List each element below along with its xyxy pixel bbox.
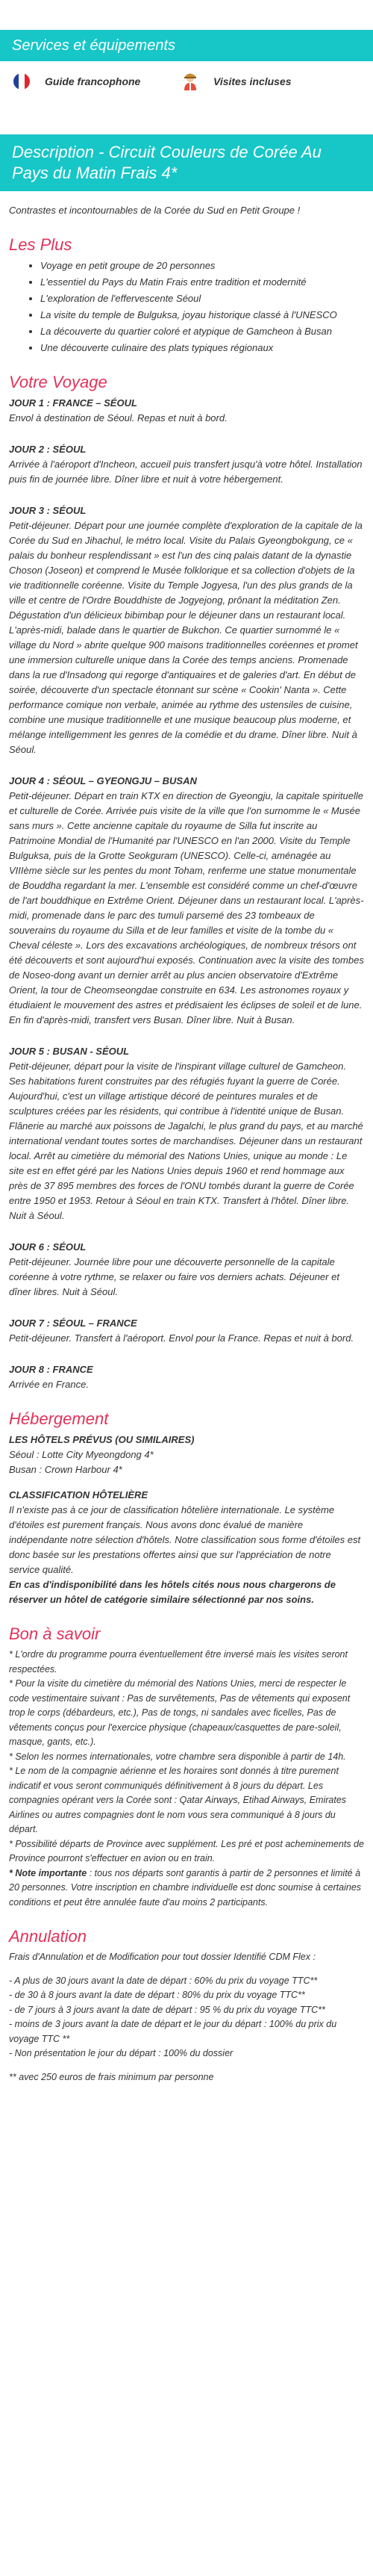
day-block: [9, 1362, 364, 1392]
annulation-line: - moins de 3 jours avant la date de départ et le jour du départ : 100% du prix du voyage TTC **: [9, 2019, 337, 2044]
annulation-line: - Non présentation le jour du départ : 100% du dossier: [9, 2048, 233, 2058]
day-block: [9, 1044, 364, 1223]
day-title: JOUR 3 : SÉOUL: [9, 505, 87, 516]
french-flag-icon: [13, 73, 30, 90]
day-title: JOUR 5 : BUSAN - SÉOUL: [9, 1046, 130, 1057]
day-text: Petit-déjeuner, départ pour la visite de l'inspirant village culturel de Gamcheon. Ses habitations furent construites par des réfugiés fuyant la guerre de Corée. Aujourd'hui, c'est un village artistique décoré de peintures murales et de sculptures créées par les résidents, qui contribue à l'identité unique de Busan. Flânerie au marché aux poissons de Jagalchi, le plus grand du pays, et au marché international vendant toutes sortes de marchandises. Déjeuner dans un restaurant local. Arrêt au cimetière du mémorial des Nations Unies, unique au monde : Le site est en effet géré par les Nations Unies depuis 1960 et rend hommage aux près de 37 895 membres des forces de l'ONU tombés durant la guerre de Corée entre 1950 et 1953. Retour à Séoul en train KTX. Transfert à l'hôtel. Dîner libre. Nuit à Séoul.: [9, 1061, 363, 1221]
annulation-line: - de 7 jours à 3 jours avant la date de départ : 95 % du prix du voyage TTC**: [9, 2004, 325, 2015]
list-item: • Une découverte culinaire des plats typiques régionaux: [40, 341, 364, 356]
day-title: JOUR 1 : FRANCE – SÉOUL: [9, 397, 137, 409]
list-item: • La visite du temple de Bulguksa, joyau historique classé à l'UNESCO: [40, 308, 364, 323]
annulation-line: - de 30 à 8 jours avant la date de départ : 80% du prix du voyage TTC**: [9, 1990, 305, 2000]
list-item: • L'essentiel du Pays du Matin Frais entre tradition et modernité: [40, 275, 364, 290]
day-block: [9, 442, 364, 487]
day-title: JOUR 4 : SÉOUL – GYEONGJU – BUSAN: [9, 775, 197, 786]
classification-block: [9, 1488, 364, 1607]
day-title: JOUR 7 : SÉOUL – FRANCE: [9, 1318, 137, 1329]
classification-title: CLASSIFICATION HÔTELIÈRE: [9, 1489, 148, 1500]
bonasavoir-heading: Bon à savoir: [9, 1624, 101, 1643]
service-item-guide: [9, 73, 181, 90]
day-block: [9, 503, 364, 757]
annulation-line: - A plus de 30 jours avant la date de départ : 60% du prix du voyage TTC**: [9, 1975, 318, 1986]
day-text: Envol à destination de Séoul. Repas et nuit à bord.: [9, 412, 228, 423]
annulation-footnote: ** avec 250 euros de frais minimum par personne: [9, 2071, 214, 2082]
availability-warning: En cas d'indisponibilité dans les hôtels cités nous nous chargerons de réserver un hôtel de catégorie similaire sélectionné par nos soins.: [9, 1579, 336, 1605]
day-text: Petit-déjeuner. Transfert à l'aéroport. Envol pour la France. Repas et nuit à bord.: [9, 1332, 354, 1344]
important-note: [9, 1866, 364, 1911]
service-label-visits: Visites incluses: [213, 75, 292, 87]
day-block: [9, 1316, 364, 1346]
list-item: • L'exploration de l'effervescente Séoul: [40, 291, 364, 306]
hotels-title: LES HÔTELS PRÉVUS (OU SIMILAIRES): [9, 1434, 195, 1445]
hebergement-heading: Hébergement: [9, 1409, 109, 1428]
note-item: * Le nom de la compagnie aérienne et les horaires sont donnés à titre purement indicatif et vous seront communiqués définitivement à 8 jours du départ. Les compagnies opérant vers la Corée sont : Qatar Airways, Etihad Airways, Emirates Airlines ou autres compagnies dont le nom vous sera communiqué à 8 jours du départ.: [9, 1766, 347, 1834]
hotels-block: [9, 1433, 364, 1477]
annulation-intro: Frais d'Annulation et de Modification pour tout dossier Identifié CDM Flex :: [9, 1952, 316, 1962]
hotel-item: Busan : Crown Harbour 4*: [9, 1464, 122, 1475]
day-block: [9, 1240, 364, 1300]
hotel-item: Séoul : Lotte City Myeongdong 4*: [9, 1449, 154, 1460]
note-item: * Pour la visite du cimetière du mémorial des Nations Unies, merci de respecter le code vestimentaire suivant : Pas de survêtements, Pas de vêtements qui exposent trop le corps (débardeurs, etc.), Pas de tongs, ni sandales avec ficelles, Pas de vêtements conçus pour l'exercice physique (chapeaux/casquettes de pare-soleil, masque, gants, etc.).: [9, 1678, 351, 1747]
day-title: JOUR 8 : FRANCE: [9, 1364, 93, 1375]
service-item-visits: [181, 72, 352, 91]
day-block: [9, 396, 364, 426]
services-heading: Services et équipements: [0, 30, 373, 61]
description-heading: Description - Circuit Couleurs de Corée Au Pays du Matin Frais 4*: [0, 134, 373, 191]
day-title: JOUR 2 : SÉOUL: [9, 444, 87, 455]
day-text: Petit-déjeuner. Départ pour une journée complète d'exploration de la capitale de la Corée du Sud en Jihachul, le métro local. Visite du Palais Gyeongbokgung, ce « palais du bonheur resplendissant » est l'un des cinq palais datant de la dynastie Choson (Joseon) et comprend le Musée folklorique et sa collection d'objets de la vie traditionnelle coréenne. Visite du Temple Jogyesa, l'un des plus grands de la ville et centre de l'Ordre Bouddhiste de Jogyejong, prônant la méditation Zen. Dégustation d'un délicieux bibimbap pour le déjeuner dans un restaurant local. L'après-midi, balade dans le quartier de Bukchon. Ce quartier surnommé le « village du Nord » abrite quelque 900 maisons traditionnelles coréennes et promet une immersion culturelle unique dans la Corée des temps anciens. Promenade dans la rue d'Insadong qui regorge d'antiquaires et de galeries d'art. En début de soirée, découverte d'un spectacle étonnant sur scène « Cookin' Nanta ». Cette performance comique non verbale, animée au rythme des ustensiles de cuisine, combine une musique traditionnelle et une musique beaucoup plus moderne, et mélange intelligemment les genres de la comédie et du drame. Dîner libre. Nuit à Séoul.: [9, 520, 363, 755]
voyage-heading: Votre Voyage: [9, 373, 107, 391]
note-item: * Possibilité départs de Province avec supplément. Les pré et post acheminements de Province pourront s'effectuer en avion ou en train.: [9, 1838, 364, 1863]
important-text: : tous nos départs sont garantis à partir de 2 personnes et limité à 20 personnes. Votre inscription en chambre individuelle est donc soumise à certaines conditions et peut être annulée faute d'au moins 2 participants.: [9, 1867, 362, 1908]
list-item: • Voyage en petit groupe de 20 personnes: [40, 258, 364, 273]
note-item: * Selon les normes internationales, votre chambre sera disponible à partir de 14h.: [9, 1751, 346, 1762]
services-list: [0, 61, 373, 102]
day-text: Arrivée en France.: [9, 1379, 89, 1390]
list-item: • La découverte du quartier coloré et atypique de Gamcheon à Busan: [40, 324, 364, 339]
day-text: Petit-déjeuner. Journée libre pour une découverte personnelle de la capitale coréenne à votre rythme, se relaxer ou faire vos derniers achats. Déjeuner et dîner libres. Nuit à Séoul.: [9, 1256, 339, 1297]
classification-text: Il n'existe pas à ce jour de classification hôtelière internationale. Le système d'étoiles est purement français. Nous avons donc évalué de manière indépendante notre sélection d'hôtels. Notre classification sous forme d'étoiles est donc basée sur les prestations offertes ainsi que sur l'appréciation de notre service qualité.: [9, 1504, 361, 1575]
note-item: * L'ordre du programme pourra éventuellement être inversé mais les visites seront respectées.: [9, 1649, 348, 1675]
plus-heading: Les Plus: [9, 235, 72, 254]
visits-included-icon: [181, 72, 200, 91]
notes-block: [9, 1648, 364, 1910]
annulation-block: [9, 1950, 364, 2085]
day-text: Arrivée à l'aéroport d'Incheon, accueil puis transfert jusqu'à votre hôtel. Installation puis fin de journée libre. Dîner libre et nuit à votre hébergement.: [9, 459, 363, 485]
annulation-heading: Annulation: [9, 1927, 87, 1946]
day-title: JOUR 6 : SÉOUL: [9, 1241, 87, 1253]
day-block: [9, 774, 364, 1028]
description-intro: Contrastes et incontournables de la Corée du Sud en Petit Groupe !: [9, 205, 301, 216]
important-label: * Note importante: [9, 1867, 87, 1878]
day-text: Petit-déjeuner. Départ en train KTX en direction de Gyeongju, la capitale spirituelle et culturelle de Corée. Arrivée puis visite de la ville que l'on surnomme le « Musée sans murs ». Cette ancienne capitale du royaume de Silla fut inscrite au Patrimoine Mondial de l'Humanité par l'UNESCO en l'an 2000. Visite du Temple Bulguksa, puis de la Grotte Seokguram (UNESCO). Celle-ci, aménagée au VIIIème siècle sur les pentes du mont Toham, renferme une statue monumentale de Bouddha regardant la mer. L'ensemble est considéré comme un chef-d'œuvre de l'art bouddhique en Extrême Orient. Déjeuner dans un restaurant local. L'après-midi, promenade dans le parc des tumuli parsemé des 23 tombeaux de souverains du royaume du Silla et de leur familles et visite de la tombe du « Cheval céleste ». Lors des excavations archéologiques, de nombreux trésors ont été découverts et sont aujourd'hui exposés. Continuation avec la visite des tombes de Noseo-dong avant un dernier arrêt au plus ancien observatoire d'Extrême Orient, la tour de Cheomseongdae construite en 634. Les astronomes royaux y étudiaient le mouvement des astres et prédisaient les éclipses de soleil et de lune. En fin d'après-midi, transfert vers Busan. Dîner libre. Nuit à Busan.: [9, 790, 364, 1025]
service-label-guide: Guide francophone: [45, 75, 141, 87]
plus-list: [9, 258, 364, 356]
